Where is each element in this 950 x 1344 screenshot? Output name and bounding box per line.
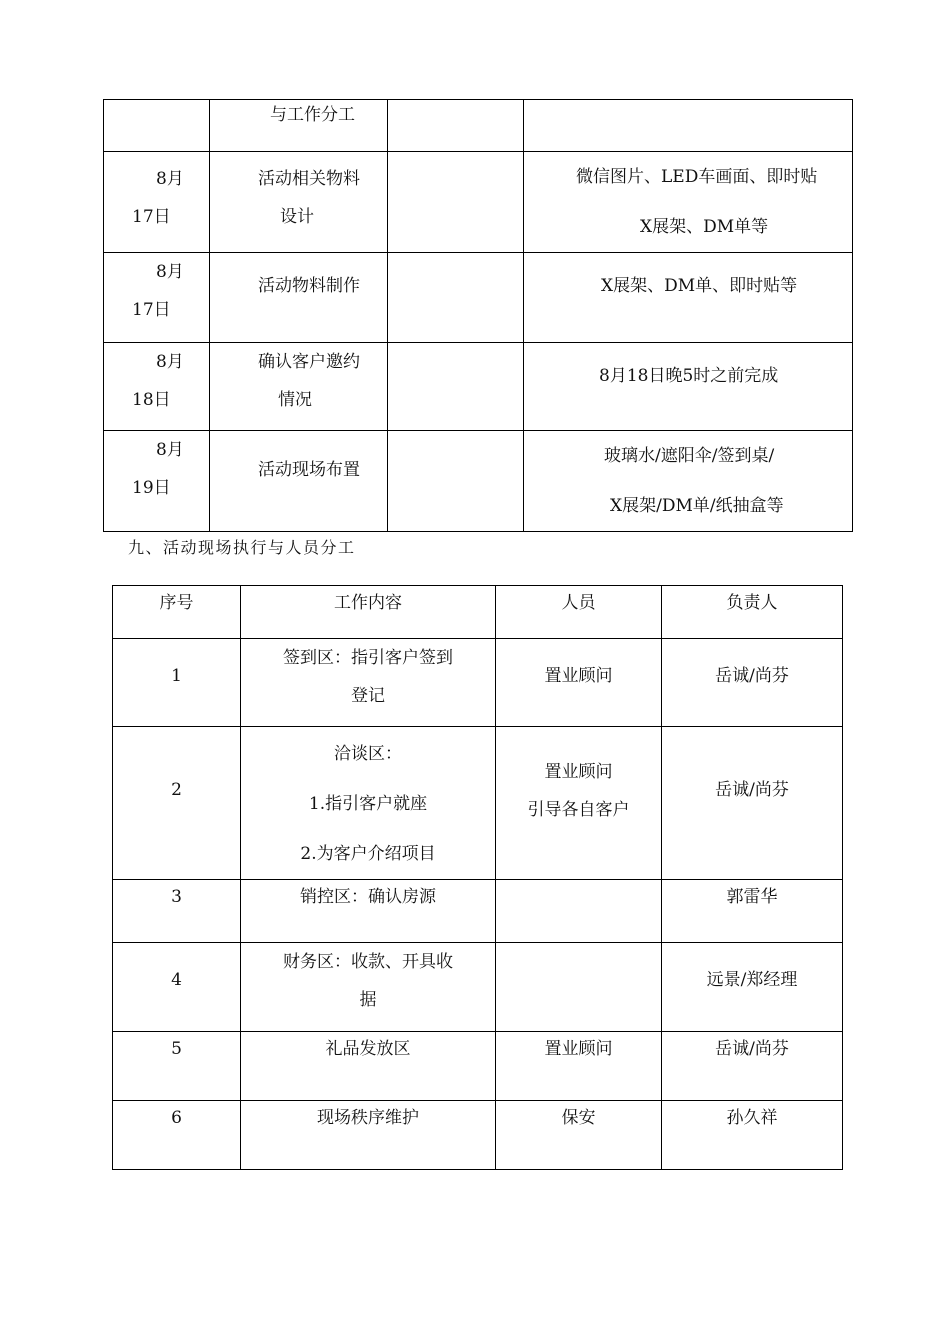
table-row [113, 639, 843, 727]
task-text: 设计 [280, 207, 314, 227]
date-cell [104, 343, 210, 431]
schedule-table [103, 99, 853, 532]
note-text: X展架、DM单等 [640, 217, 769, 237]
date-day: 17日 [132, 300, 171, 320]
header-work: 工作内容 [241, 586, 496, 639]
staff: 保安 [496, 1101, 662, 1170]
notes-cell [524, 343, 853, 431]
staff: 置业顾问 [496, 639, 662, 727]
row-number: 6 [113, 1101, 241, 1170]
schedule-row [104, 100, 853, 152]
task-cell [210, 253, 388, 343]
notes-cell [524, 253, 853, 343]
row-number: 5 [113, 1032, 241, 1101]
staff: 置业顾问 引导各自客户 [496, 727, 662, 880]
date-day: 19日 [132, 478, 171, 498]
task-cell [210, 152, 388, 253]
note-text: X展架、DM单、即时贴等 [601, 276, 798, 296]
header-staff: 人员 [496, 586, 662, 639]
task-cell [210, 343, 388, 431]
owner-cell [388, 152, 524, 253]
lead: 岳诚/尚芬 [662, 727, 843, 880]
staff [496, 943, 662, 1032]
date-month: 8月 [156, 352, 184, 372]
row-number: 1 [113, 639, 241, 727]
date-day: 17日 [132, 207, 171, 227]
notes-cell [524, 100, 853, 152]
owner-cell [388, 431, 524, 532]
staff-table [112, 585, 843, 1170]
date-cell [104, 100, 210, 152]
task-text: 活动相关物料 [258, 169, 360, 189]
schedule-row [104, 152, 853, 253]
lead: 岳诚/尚芬 [662, 639, 843, 727]
task-text: 活动现场布置 [258, 460, 360, 480]
task-cell [210, 431, 388, 532]
date-month: 8月 [156, 440, 184, 460]
note-text: X展架/DM单/纸抽盒等 [610, 496, 784, 516]
row-number: 2 [113, 727, 241, 880]
note-text: 玻璃水/遮阳伞/签到桌/ [604, 446, 775, 466]
header-no: 序号 [113, 586, 241, 639]
lead: 远景/郑经理 [662, 943, 843, 1032]
schedule-row [104, 431, 853, 532]
lead: 岳诚/尚芬 [662, 1032, 843, 1101]
date-day: 18日 [132, 390, 171, 410]
table-row [113, 1032, 843, 1101]
date-month: 8月 [156, 169, 184, 189]
row-number: 3 [113, 880, 241, 943]
task-cell [210, 100, 388, 152]
owner-cell [388, 343, 524, 431]
schedule-row [104, 343, 853, 431]
task-text: 情况 [278, 390, 312, 410]
work-content: 礼品发放区 [241, 1032, 496, 1101]
staff: 置业顾问 [496, 1032, 662, 1101]
date-cell [104, 431, 210, 532]
notes-cell [524, 152, 853, 253]
work-content: 签到区：指引客户签到 登记 [241, 639, 496, 727]
task-text: 活动物料制作 [258, 276, 360, 296]
task-text: 与工作分工 [270, 105, 355, 125]
notes-cell [524, 431, 853, 532]
section-heading: 九、活动现场执行与人员分工 [128, 538, 356, 557]
date-cell [104, 152, 210, 253]
table-row [113, 727, 843, 880]
work-content: 销控区：确认房源 [241, 880, 496, 943]
note-text: 8月18日晚5时之前完成 [599, 366, 779, 386]
table-row [113, 1101, 843, 1170]
header-row [113, 586, 843, 639]
owner-cell [388, 253, 524, 343]
work-content: 洽谈区： 1.指引客户就座 2.为客户介绍项目 [241, 727, 496, 880]
note-text: 微信图片、LED车画面、即时贴 [576, 167, 818, 187]
lead: 孙久祥 [662, 1101, 843, 1170]
work-content: 财务区：收款、开具收 据 [241, 943, 496, 1032]
work-content: 现场秩序维护 [241, 1101, 496, 1170]
lead: 郭雷华 [662, 880, 843, 943]
header-lead: 负责人 [662, 586, 843, 639]
table-row [113, 943, 843, 1032]
date-cell [104, 253, 210, 343]
date-month: 8月 [156, 262, 184, 282]
task-text: 确认客户邀约 [258, 352, 360, 372]
owner-cell [388, 100, 524, 152]
table-row [113, 880, 843, 943]
schedule-row [104, 253, 853, 343]
staff [496, 880, 662, 943]
row-number: 4 [113, 943, 241, 1032]
